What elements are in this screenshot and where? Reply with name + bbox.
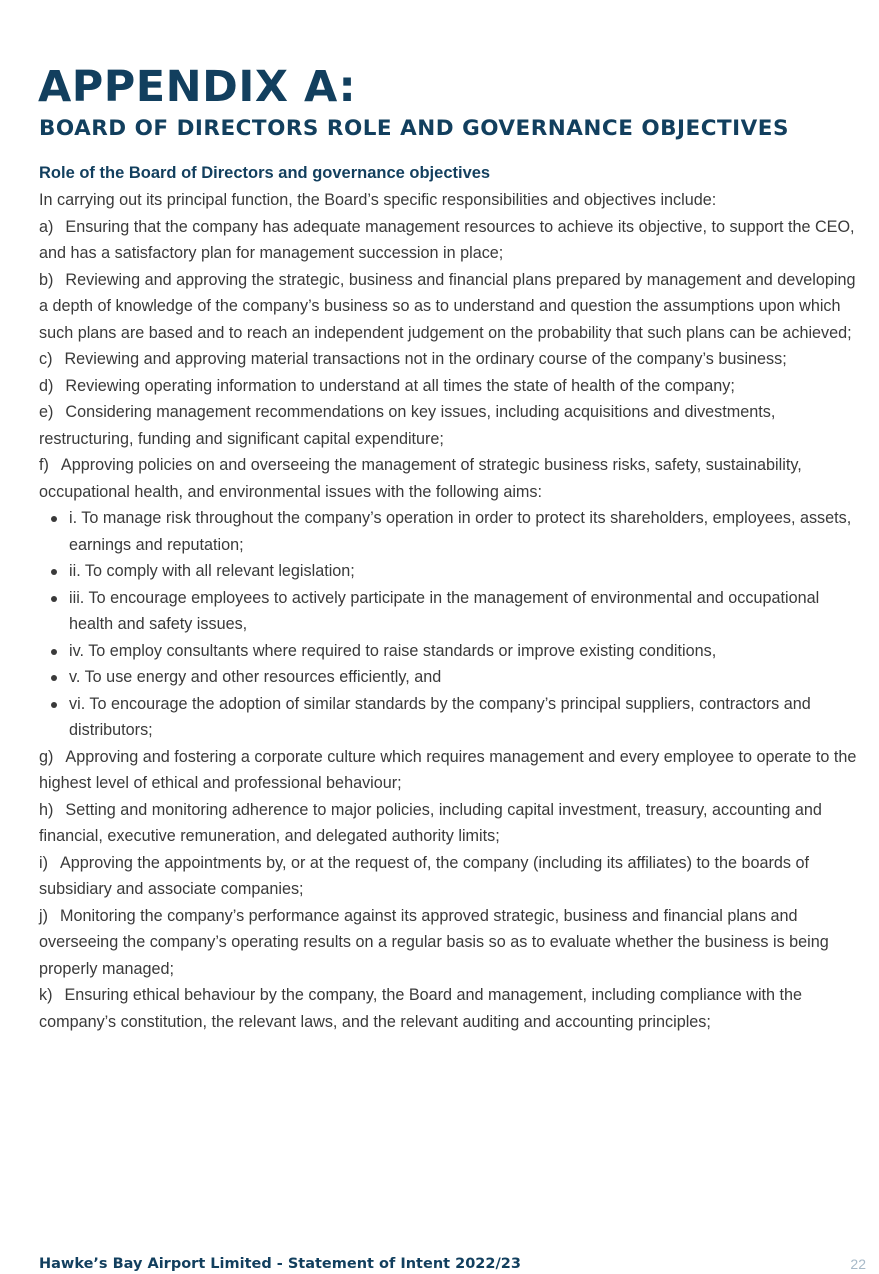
aim-item: i. To manage risk throughout the company’s operation in order to protect its shareholders, employees, assets, earnings and reputation; [69, 505, 859, 558]
item-text: Approving policies on and overseeing the management of strategic business risks, safety, sustainability, occupational health, and environmental issues with the following aims: [39, 456, 802, 501]
list-item-c [39, 346, 859, 373]
list-item-h [39, 797, 859, 850]
item-marker: d) [39, 376, 54, 395]
list-item-d [39, 373, 859, 400]
list-item-b [39, 267, 859, 347]
page-title: APPENDIX A: [38, 62, 357, 112]
list-item-g [39, 744, 859, 797]
aims-list [39, 505, 859, 744]
aim-item: ii. To comply with all relevant legislation; [69, 558, 859, 585]
item-text: Monitoring the company’s performance against its approved strategic, business and financial plans and overseeing the company’s operating results on a regular basis so as to evaluate whether the business is being properly managed; [39, 906, 829, 978]
item-marker: i) [39, 853, 48, 872]
item-text: Reviewing and approving the strategic, business and financial plans prepared by management and developing a depth of knowledge of the company’s business so as to understand and question the assumptions upon which such plans are based and to reach an independent judgement on the probability that such plans can be achieved; [39, 270, 856, 342]
aim-item: iii. To encourage employees to actively participate in the management of environmental and occupational health and safety issues, [69, 585, 859, 638]
item-text: Setting and monitoring adherence to major policies, including capital investment, treasury, accounting and financial, executive remuneration, and delegated authority limits; [39, 800, 822, 845]
item-marker: e) [39, 403, 54, 421]
item-marker: k) [39, 986, 53, 1004]
item-marker: f) [39, 456, 49, 474]
section-heading: Role of the Board of Directors and governance objectives [39, 164, 491, 182]
item-text: Ensuring that the company has adequate management resources to achieve its objective, to support the CEO, and has a satisfactory plan for management succession in place; [39, 217, 855, 262]
item-text: Considering management recommendations on key issues, including acquisitions and divestments, restructuring, funding and significant capital expenditure; [39, 403, 776, 448]
list-item-f [39, 452, 859, 505]
section-intro: In carrying out its principal function, the Board’s specific responsibilities and objectives include: [39, 191, 717, 209]
page-subtitle: BOARD OF DIRECTORS ROLE AND GOVERNANCE OBJECTIVES [39, 116, 789, 141]
list-item-j [39, 903, 859, 983]
aim-item: v. To use energy and other resources efficiently, and [69, 664, 859, 691]
item-marker: h) [39, 800, 54, 819]
item-marker: j) [39, 906, 48, 925]
item-marker: a) [39, 217, 54, 236]
document-body [39, 160, 859, 1035]
item-text: Reviewing operating information to understand at all times the state of health of the company; [65, 376, 735, 395]
aim-item: vi. To encourage the adoption of similar standards by the company’s principal suppliers, contractors and distributors; [69, 691, 859, 744]
item-text: Approving the appointments by, or at the request of, the company (including its affiliates) to the boards of subsidiary and associate companies; [39, 853, 809, 898]
item-text: Ensuring ethical behaviour by the company, the Board and management, including compliance with the company’s constitution, the relevant laws, and the relevant auditing and accounting principles; [39, 986, 803, 1031]
item-marker: c) [39, 350, 53, 368]
item-marker: g) [39, 747, 54, 766]
footer-title: Hawke’s Bay Airport Limited - Statement of Intent 2022/23 [39, 1256, 521, 1272]
aim-item: iv. To employ consultants where required to raise standards or improve existing conditions, [69, 638, 859, 665]
list-item-e [39, 399, 859, 452]
page-number: 22 [850, 1256, 866, 1272]
item-marker: b) [39, 270, 54, 289]
list-item-a [39, 214, 859, 267]
list-item-k [39, 982, 859, 1035]
list-item-i [39, 850, 859, 903]
item-text: Approving and fostering a corporate culture which requires management and every employee to operate to the highest level of ethical and professional behaviour; [39, 747, 857, 792]
item-text: Reviewing and approving material transactions not in the ordinary course of the company’s business; [64, 350, 787, 368]
